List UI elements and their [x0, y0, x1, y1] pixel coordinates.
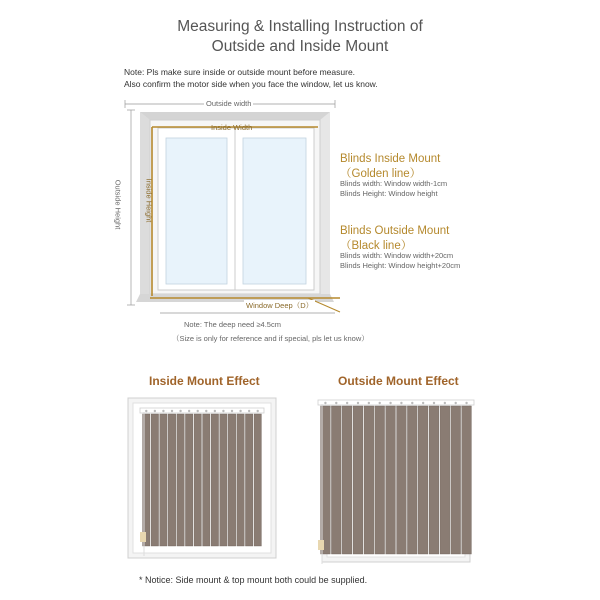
inside-blind-slat-hanger — [188, 410, 190, 412]
inside-blind-slat-hanger — [205, 410, 207, 412]
inside-blind-headrail — [140, 408, 264, 413]
page-title-line2: Outside and Inside Mount — [211, 38, 389, 55]
outside-blind-slat-hanger — [433, 402, 435, 404]
outside-mount-width: Blinds width: Window width+20cm — [340, 251, 454, 260]
outside-blind-slat — [407, 406, 417, 554]
note-line2: Also confirm the motor side when you face the window, let us know. — [124, 79, 378, 89]
inside-height-label: Inside Height — [144, 178, 154, 223]
inside-blind-slat — [168, 414, 175, 546]
inside-blind-slat — [151, 414, 158, 546]
inside-blind-slat — [245, 414, 252, 546]
inside-blind-slat-hanger — [222, 410, 224, 412]
outside-blind-headrail — [318, 400, 474, 405]
inside-effect-title: Inside Mount Effect — [149, 374, 260, 388]
outside-effect-title: Outside Mount Effect — [338, 374, 459, 388]
outside-blind-slat-hanger — [389, 402, 391, 404]
outside-blind-slat-hanger — [379, 402, 381, 404]
inside-blind-slat-hanger — [197, 410, 199, 412]
inside-mount-title: Blinds Inside Mount — [340, 153, 441, 165]
inside-blind-slat — [185, 414, 192, 546]
inside-mount-height: Blinds Height: Window height — [340, 189, 438, 198]
outside-blind-slat-hanger — [357, 402, 359, 404]
outside-blind-cord-weight — [318, 540, 324, 550]
outside-blind-slat — [462, 406, 472, 554]
outside-blind-slat — [342, 406, 352, 554]
inside-blind-slat — [228, 414, 235, 546]
inside-blind-slat-hanger — [248, 410, 250, 412]
deep-note: Note: The deep need ≥4.5cm — [184, 320, 281, 329]
outside-blind-slat-hanger — [465, 402, 467, 404]
inside-blind-slat-hanger — [162, 410, 164, 412]
outside-mount-subtitle: （Black line） — [340, 240, 413, 252]
inside-blind-slat — [211, 414, 218, 546]
outside-blind-slat — [429, 406, 439, 554]
note-line1: Note: Pls make sure inside or outside mount before measure. — [124, 67, 356, 77]
inside-blind-slat-hanger — [214, 410, 216, 412]
outside-blind-slat — [418, 406, 428, 554]
outside-blind-slat-hanger — [444, 402, 446, 404]
inside-blind-slat-hanger — [239, 410, 241, 412]
outside-blind-slat — [353, 406, 363, 554]
outside-blind-slat-hanger — [411, 402, 413, 404]
outside-blind-slat-hanger — [455, 402, 457, 404]
inside-mount-subtitle: （Golden line） — [340, 168, 422, 180]
outside-blind-slat — [397, 406, 407, 554]
outside-width-label: Outside width — [206, 99, 252, 108]
outside-blind-slat — [331, 406, 341, 554]
inside-blind-slat-hanger — [171, 410, 173, 412]
inside-width-label: Inside Width — [211, 123, 253, 132]
inside-blind-slat — [203, 414, 210, 546]
outside-mount-height: Blinds Height: Window height+20cm — [340, 261, 461, 270]
outside-height-label: Outside Height — [113, 179, 123, 230]
inside-blind-slat-hanger — [231, 410, 233, 412]
outside-blind-slat-hanger — [422, 402, 424, 404]
outside-blind-slat-hanger — [346, 402, 348, 404]
window-deep-label: Window Deep（D） — [246, 301, 314, 310]
inside-blind-slat-hanger — [179, 410, 181, 412]
inside-blind-slat — [237, 414, 244, 546]
outside-blind-slat-hanger — [335, 402, 337, 404]
outside-mount-title: Blinds Outside Mount — [340, 225, 450, 237]
inside-blind-slat-hanger — [154, 410, 156, 412]
inside-blind-slat — [194, 414, 201, 546]
inside-blind-slat — [220, 414, 227, 546]
outside-blind-slat-hanger — [324, 402, 326, 404]
inside-blind-slat — [160, 414, 167, 546]
outside-blind-slat — [364, 406, 374, 554]
outside-blind-slat-hanger — [400, 402, 402, 404]
outside-blind-slat — [386, 406, 396, 554]
inside-blind-cord-weight — [140, 532, 146, 542]
inside-mount-width: Blinds width: Window width-1cm — [340, 179, 448, 188]
outside-blind-slat — [451, 406, 461, 554]
inside-blind-slat-hanger — [257, 410, 259, 412]
inside-blind-slat — [177, 414, 184, 546]
outside-blind-slat — [375, 406, 385, 554]
inside-blind-slat-hanger — [145, 410, 147, 412]
inside-blind-slat — [254, 414, 261, 546]
size-note: （Size is only for reference and if special, pls let us know） — [172, 334, 369, 343]
footer-notice: * Notice: Side mount & top mount both could be supplied. — [139, 575, 368, 585]
page-title-line1: Measuring & Installing Instruction of — [177, 18, 423, 35]
outside-blind-slat-hanger — [368, 402, 370, 404]
outside-blind-slat — [440, 406, 450, 554]
